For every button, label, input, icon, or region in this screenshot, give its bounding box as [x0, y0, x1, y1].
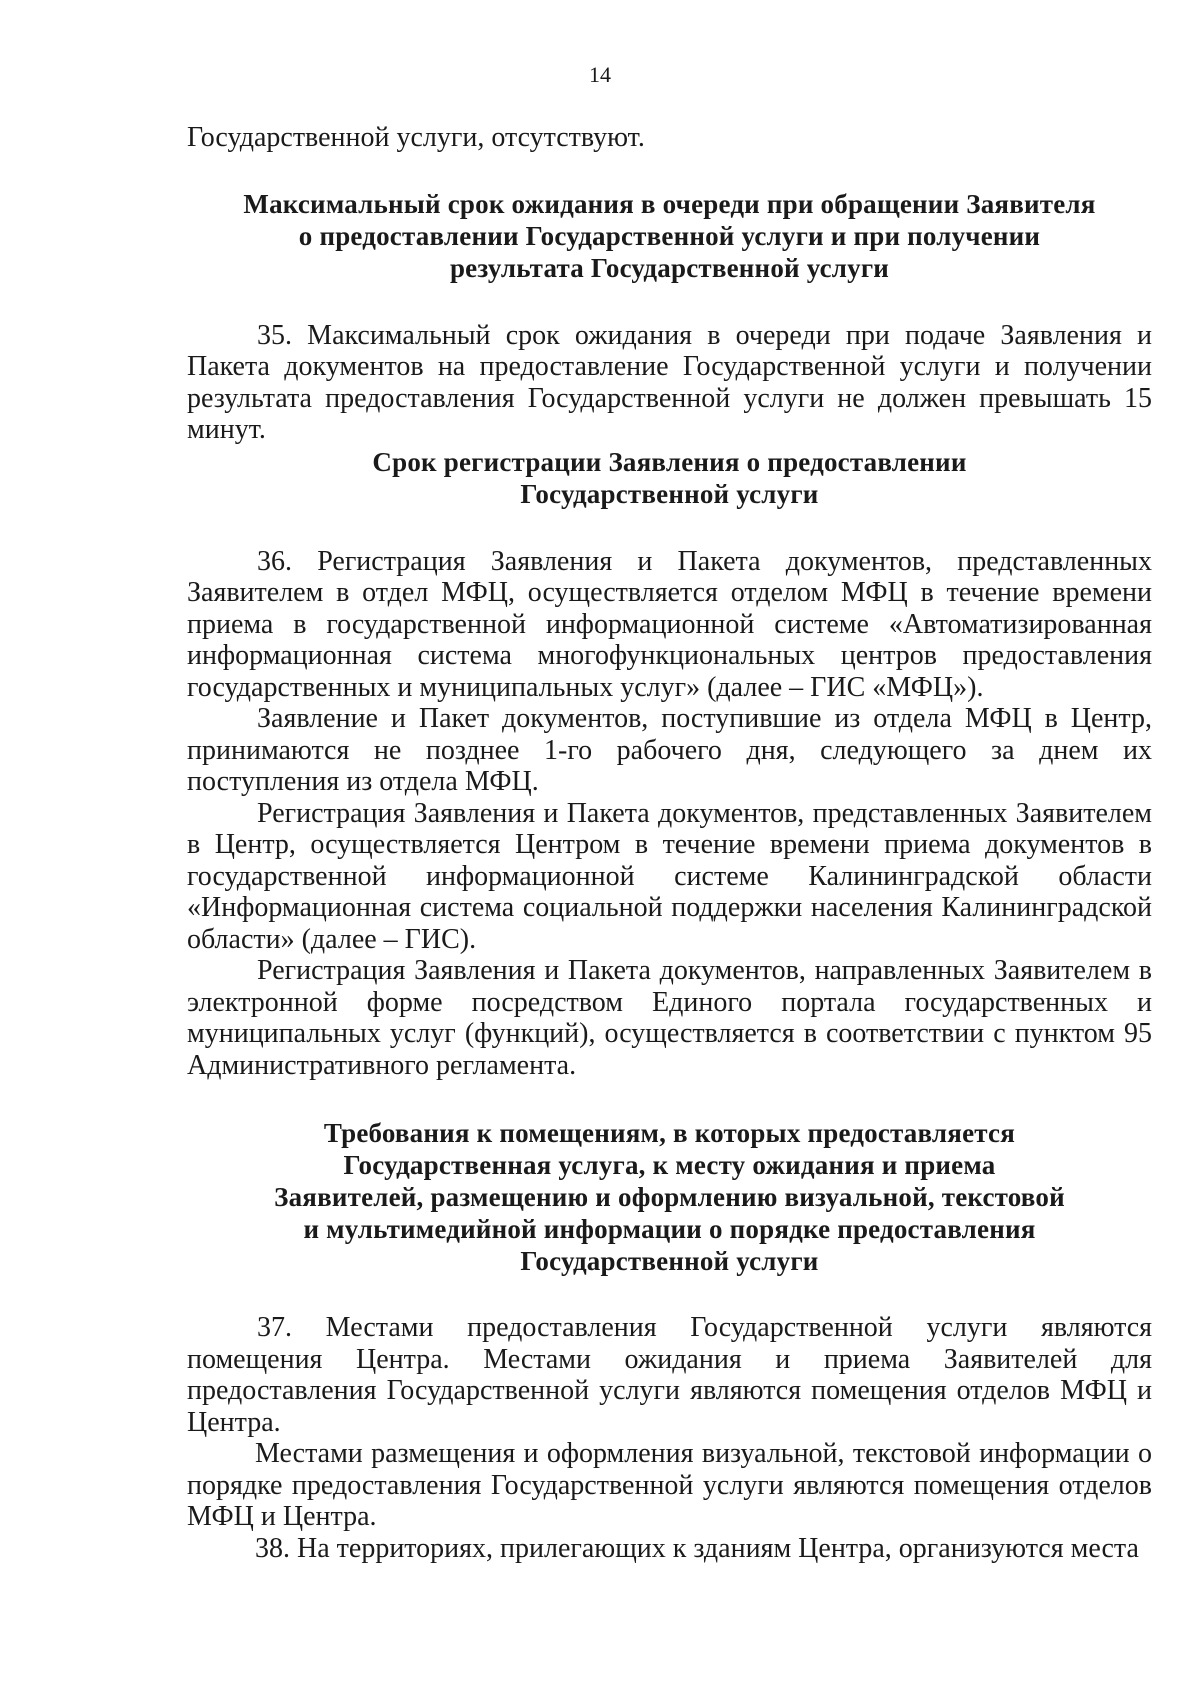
- section-heading-registration-time: [187, 446, 1152, 510]
- heading-line: Государственная услуга, к месту ожидания и приема: [343, 1150, 996, 1180]
- paragraph-38: 38. На территориях, прилегающих к зданиям Центра, организуются места: [255, 1532, 1139, 1564]
- heading-line: Государственной услуги: [520, 478, 819, 509]
- paragraph-36-d: Регистрация Заявления и Пакета документов, направленных Заявителем в электронной форме посредством Единого портала государственных и муниципальных услуг (функций), осуществляется в соответствии с пунктом 95 Административного регламента.: [187, 955, 1152, 1081]
- heading-line: Государственной услуги: [520, 1246, 819, 1276]
- paragraph-37-b: Местами размещения и оформления визуальной, текстовой информации о порядке предоставления Государственной услуги являются помещения отделов МФЦ и Центра.: [187, 1438, 1152, 1532]
- heading-line: о предоставлении Государственной услуги и при получении: [298, 220, 1041, 251]
- section-heading-premises-requirements: [187, 1117, 1152, 1277]
- paragraph-36-c: Регистрация Заявления и Пакета документов, представленных Заявителем в Центр, осуществляется Центром в течение времени приема документов в государственной информационной системе Калининградской области «Информационная система социальной поддержки населения Калининградской области» (далее – ГИС).: [187, 797, 1152, 955]
- heading-line: Максимальный срок ожидания в очереди при обращении Заявителя: [243, 188, 1096, 219]
- paragraph-37: 37. Местами предоставления Государственной услуги являются помещения Центра. Местами ожидания и приема Заявителей для предоставления Государственной услуги являются помещения отделов МФЦ и Центра.: [187, 1312, 1152, 1438]
- paragraph-36-b: Заявление и Пакет документов, поступившие из отдела МФЦ в Центр, принимаются не позднее 1-го рабочего дня, следующего за днем их поступления из отдела МФЦ.: [187, 703, 1152, 797]
- heading-line: и мультимедийной информации о порядке предоставления: [303, 1214, 1036, 1244]
- section-heading-queue-time: [187, 188, 1152, 284]
- heading-line: Заявителей, размещению и оформлению визуальной, текстовой: [274, 1182, 1065, 1212]
- intro-line: Государственной услуги, отсутствуют.: [187, 122, 645, 153]
- paragraph-35: 35. Максимальный срок ожидания в очереди при подаче Заявления и Пакета документов на предоставление Государственной услуги и получении результата предоставления Государственной услуги не должен превышать 15 минут.: [187, 319, 1152, 445]
- page-body: [187, 122, 1152, 1564]
- heading-line: результата Государственной услуги: [449, 252, 890, 283]
- heading-line: Требования к помещениям, в которых предоставляется: [323, 1118, 1016, 1148]
- heading-line: Срок регистрации Заявления о предоставлении: [372, 446, 967, 477]
- page-number: 14: [589, 62, 611, 87]
- paragraph-36: 36. Регистрация Заявления и Пакета документов, представленных Заявителем в отдел МФЦ, осуществляется отделом МФЦ в течение времени приема в государственной информационной системе «Автоматизированная информационная система многофункциональных центров предоставления государственных и муниципальных услуг» (далее – ГИС «МФЦ»).: [187, 545, 1152, 703]
